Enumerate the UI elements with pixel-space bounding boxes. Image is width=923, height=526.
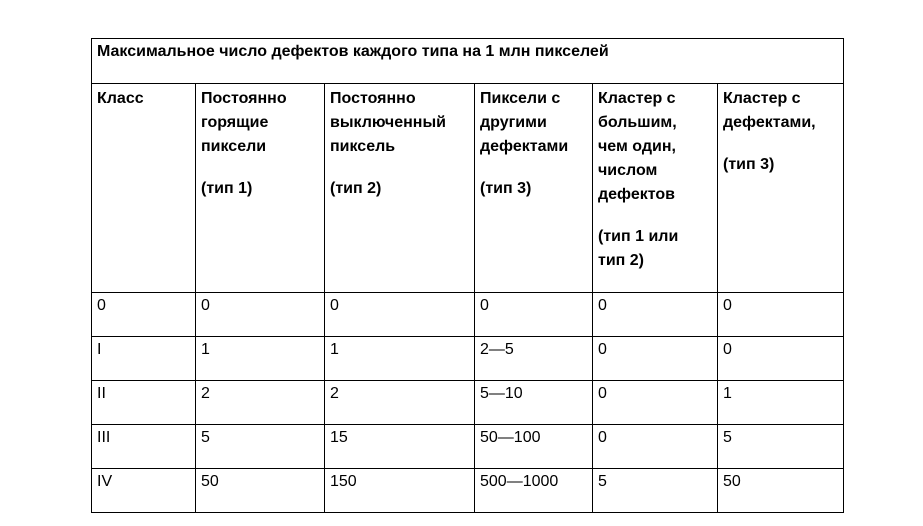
table-cell: 150: [325, 469, 475, 513]
header-line: выключенный: [330, 114, 446, 131]
table-cell: 1: [718, 381, 844, 425]
table-cell: IV: [92, 469, 196, 513]
table-cell: 50—100: [475, 425, 593, 469]
header-line: чем один,: [598, 138, 676, 155]
table-cell: 0: [718, 337, 844, 381]
table-cell: 50: [718, 469, 844, 513]
header-line: числом: [598, 162, 658, 179]
table-cell: 0: [593, 337, 718, 381]
table-cell: 0: [325, 293, 475, 337]
header-type-label: тип 2): [598, 252, 645, 269]
header-stuck-on-pixels: [196, 84, 325, 293]
header-line: дефектов: [598, 186, 675, 203]
header-line: пиксели: [201, 138, 267, 155]
table-cell: I: [92, 337, 196, 381]
header-type-label: (тип 1 или: [598, 228, 679, 245]
header-line: Пиксели с: [480, 90, 561, 107]
header-class-label: Класс: [97, 90, 144, 107]
table-cell: 0: [475, 293, 593, 337]
header-cluster-type3: [718, 84, 844, 293]
header-type-label: (тип 3): [723, 156, 775, 173]
header-type-label: (тип 3): [480, 180, 532, 197]
header-other-defects: [475, 84, 593, 293]
header-class: [92, 84, 196, 293]
table-cell: III: [92, 425, 196, 469]
table-cell: 500—1000: [475, 469, 593, 513]
header-row: [92, 84, 844, 293]
table-row: [92, 293, 844, 337]
table-row: [92, 469, 844, 513]
table-cell: 1: [325, 337, 475, 381]
table-row: [92, 337, 844, 381]
table-cell: 5—10: [475, 381, 593, 425]
table-cell: 0: [718, 293, 844, 337]
header-line: дефектами: [480, 138, 569, 155]
header-line: горящие: [201, 114, 269, 131]
table-row: [92, 381, 844, 425]
header-line: другими: [480, 114, 547, 131]
table-cell: 2—5: [475, 337, 593, 381]
header-line: Кластер с: [598, 90, 676, 107]
header-cluster-multi: [593, 84, 718, 293]
defects-table: [91, 38, 844, 513]
table-row: [92, 425, 844, 469]
table-title: Максимальное число дефектов каждого типа на 1 млн пикселей: [92, 39, 844, 84]
table-cell: 50: [196, 469, 325, 513]
table-cell: 2: [325, 381, 475, 425]
table-cell: 15: [325, 425, 475, 469]
table-cell: 5: [196, 425, 325, 469]
table-cell: 0: [593, 293, 718, 337]
header-type-label: (тип 2): [330, 180, 382, 197]
header-line: пиксель: [330, 138, 396, 155]
table-cell: 1: [196, 337, 325, 381]
header-line: большим,: [598, 114, 677, 131]
table-cell: 0: [196, 293, 325, 337]
table-cell: 0: [92, 293, 196, 337]
header-type-label: (тип 1): [201, 180, 253, 197]
table-cell: 5: [718, 425, 844, 469]
table-cell: 5: [593, 469, 718, 513]
header-line: дефектами,: [723, 114, 816, 131]
table-cell: 0: [593, 425, 718, 469]
table-cell: 2: [196, 381, 325, 425]
table-cell: II: [92, 381, 196, 425]
table-cell: 0: [593, 381, 718, 425]
header-stuck-off-pixel: [325, 84, 475, 293]
header-line: Постоянно: [201, 90, 287, 107]
header-line: Постоянно: [330, 90, 416, 107]
header-line: Кластер с: [723, 90, 801, 107]
